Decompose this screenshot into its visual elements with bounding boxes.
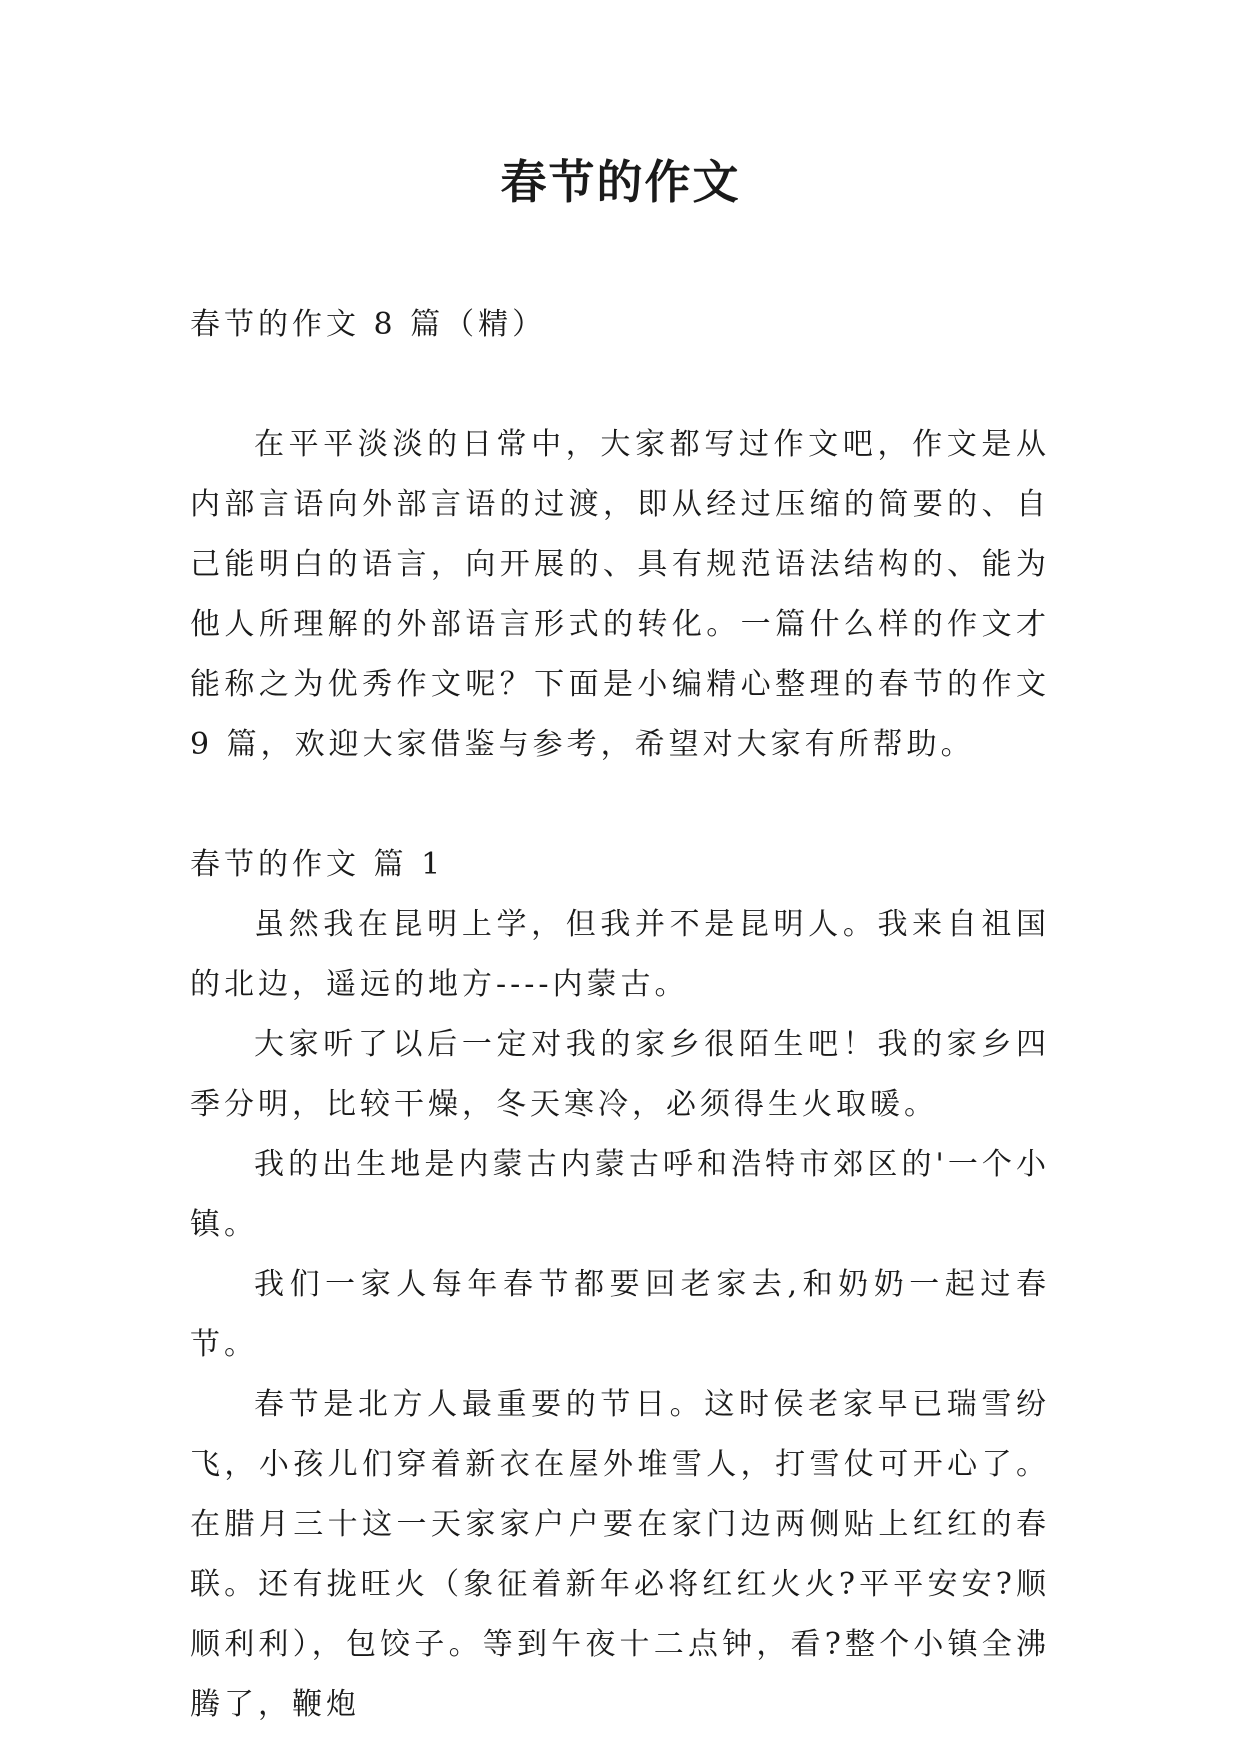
document-title: 春节的作文 xyxy=(500,155,741,209)
body-paragraph: 我们一家人每年春节都要回老家去,和奶奶一起过春节。 xyxy=(190,1267,1050,1362)
document-body xyxy=(190,295,1050,1735)
intro-paragraph: 在平平淡淡的日常中，大家都写过作文吧，作文是从内部言语向外部言语的过渡，即从经过压缩的简要的、自己能明白的语言，向开展的、具有规范语法结构的、能为他人所理解的外部语言形式的转化。一篇什么样的作文才能称之为优秀作文呢？下面是小编精心整理的春节的作文 9 篇，欢迎大家借鉴与参考，希望对大家有所帮助。 xyxy=(190,427,1050,762)
body-paragraph: 虽然我在昆明上学，但我并不是昆明人。我来自祖国的北边，遥远的地方----内蒙古。 xyxy=(190,907,1050,1002)
body-paragraph: 春节是北方人最重要的节日。这时侯老家早已瑞雪纷飞，小孩儿们穿着新衣在屋外堆雪人，打雪仗可开心了。在腊月三十这一天家家户户要在家门边两侧贴上红红的春联。还有拢旺火（象征着新年必将红红火火?平平安安?顺顺利利），包饺子。等到午夜十二点钟，看?整个小镇全沸腾了，鞭炮 xyxy=(190,1387,1050,1722)
body-paragraph: 大家听了以后一定对我的家乡很陌生吧！我的家乡四季分明，比较干燥，冬天寒冷，必须得生火取暖。 xyxy=(190,1027,1050,1122)
body-paragraph: 我的出生地是内蒙古内蒙古呼和浩特市郊区的'一个小镇。 xyxy=(190,1147,1050,1242)
document-subtitle: 春节的作文 8 篇（精） xyxy=(190,307,547,342)
section-heading: 春节的作文 篇 1 xyxy=(190,847,445,882)
